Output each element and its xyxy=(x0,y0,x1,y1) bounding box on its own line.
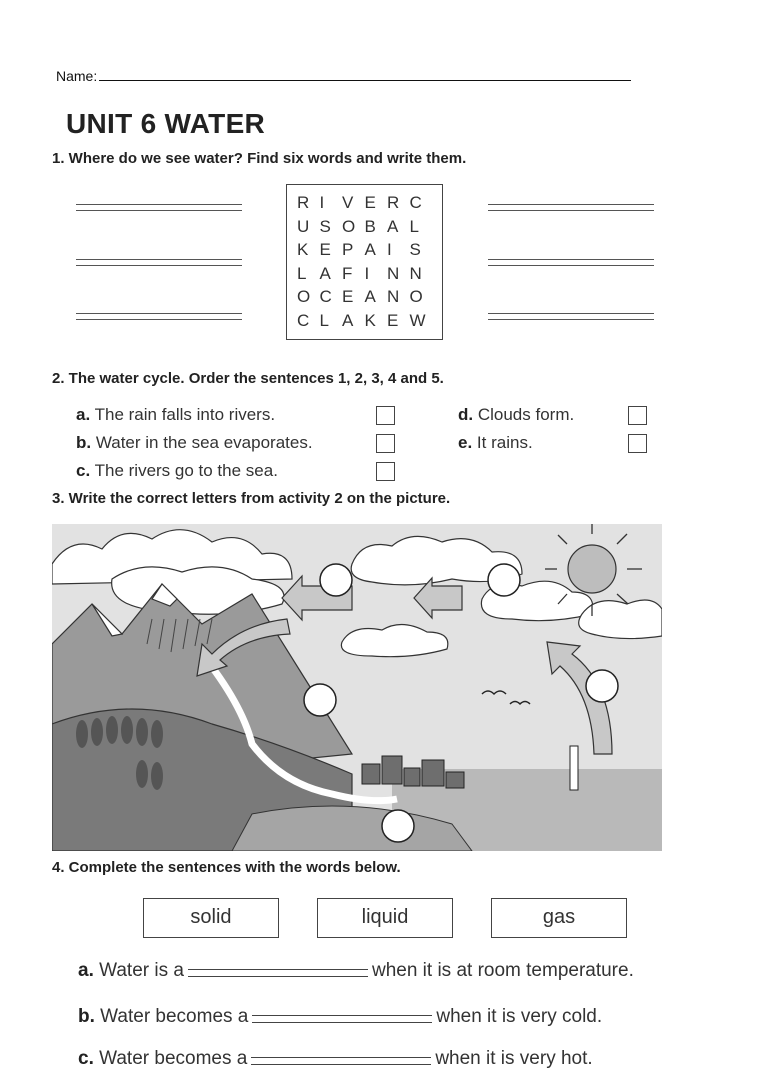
complete-sentence-a xyxy=(78,960,634,982)
cloud xyxy=(579,600,662,639)
grid-letter[interactable]: U xyxy=(297,216,310,236)
sentence-letter: a. xyxy=(76,405,91,424)
grid-letter[interactable]: B xyxy=(364,216,376,236)
sentence-after: when it is at room temperature. xyxy=(371,960,634,981)
grid-letter[interactable]: I xyxy=(364,263,370,283)
complete-sentence-b xyxy=(78,1006,602,1028)
answer-circle[interactable] xyxy=(304,684,336,716)
sentence-e xyxy=(458,433,533,453)
grid-letter[interactable]: C xyxy=(297,310,310,330)
grid-letter[interactable]: A xyxy=(319,263,331,283)
grid-letter[interactable]: E xyxy=(387,310,399,330)
sentence-letter: b. xyxy=(76,433,92,452)
sentence-letter: c. xyxy=(76,461,91,480)
page-title: UNIT 6 WATER xyxy=(66,108,266,139)
sentence-c xyxy=(76,461,278,481)
sentence-before: Water becomes a xyxy=(99,1048,248,1069)
fill-blank[interactable] xyxy=(251,1057,431,1065)
sentence-a xyxy=(76,405,275,425)
grid-letter[interactable]: N xyxy=(387,287,400,307)
answer-circle[interactable] xyxy=(320,564,352,596)
grid-row xyxy=(297,309,442,333)
order-box-b[interactable] xyxy=(376,434,395,453)
grid-letter[interactable]: S xyxy=(409,240,421,260)
sentence-text: The rivers go to the sea. xyxy=(94,461,278,480)
word-box-solid: solid xyxy=(143,898,279,938)
grid-letter[interactable]: I xyxy=(387,240,392,260)
water-cycle-illustration xyxy=(52,524,662,851)
sentence-after: when it is very hot. xyxy=(435,1048,593,1069)
sentence-text: The rain falls into rivers. xyxy=(94,405,276,424)
grid-letter[interactable]: I xyxy=(319,193,325,212)
grid-letter[interactable]: K xyxy=(297,240,309,260)
grid-letter[interactable]: R xyxy=(387,193,400,212)
activity1-instruction: 1. Where do we see water? Find six words and write them. xyxy=(52,150,467,167)
order-box-e[interactable] xyxy=(628,434,647,453)
sentence-letter: a. xyxy=(78,960,94,981)
grid-letter[interactable]: E xyxy=(342,287,354,307)
sentence-letter: c. xyxy=(78,1048,94,1069)
grid-letter[interactable]: F xyxy=(342,263,353,283)
answer-line[interactable] xyxy=(76,204,242,211)
sentence-letter: d. xyxy=(458,405,474,424)
grid-letter[interactable]: A xyxy=(364,240,376,260)
sentence-d xyxy=(458,405,574,425)
sentence-before: Water is a xyxy=(99,960,184,981)
grid-letter[interactable]: O xyxy=(342,216,356,236)
name-label: Name: xyxy=(56,68,98,84)
grid-letter[interactable]: A xyxy=(342,310,354,330)
grid-letter[interactable]: N xyxy=(387,263,400,283)
order-box-c[interactable] xyxy=(376,462,395,481)
order-box-a[interactable] xyxy=(376,406,395,425)
grid-row xyxy=(297,238,442,262)
answer-line[interactable] xyxy=(488,259,654,266)
activity4-instruction: 4. Complete the sentences with the words below. xyxy=(52,859,401,876)
grid-letter[interactable]: N xyxy=(409,263,422,283)
grid-letter[interactable]: C xyxy=(409,193,422,212)
grid-row xyxy=(297,191,442,215)
activity2-instruction: 2. The water cycle. Order the sentences 1, 2, 3, 4 and 5. xyxy=(52,370,444,387)
grid-letter[interactable]: S xyxy=(319,216,331,236)
sentence-before: Water becomes a xyxy=(100,1006,249,1027)
answer-line[interactable] xyxy=(76,313,242,320)
sentence-b xyxy=(76,433,313,453)
water-cycle-picture xyxy=(52,524,662,851)
name-blank[interactable] xyxy=(99,69,631,81)
word-box-liquid: liquid xyxy=(317,898,453,938)
sun-disc xyxy=(568,545,616,593)
sentence-text: Water in the sea evaporates. xyxy=(95,433,313,452)
grid-letter[interactable]: L xyxy=(409,216,419,236)
complete-sentence-c xyxy=(78,1048,593,1070)
sentence-letter: e. xyxy=(458,433,473,452)
word-search-grid[interactable] xyxy=(286,184,443,340)
order-box-d[interactable] xyxy=(628,406,647,425)
answer-line[interactable] xyxy=(76,259,242,266)
grid-letter[interactable]: E xyxy=(319,240,331,260)
lighthouse xyxy=(570,746,578,790)
fill-blank[interactable] xyxy=(252,1015,432,1023)
sentence-text: It rains. xyxy=(476,433,533,452)
grid-letter[interactable]: V xyxy=(342,193,354,212)
grid-letter[interactable]: W xyxy=(409,310,426,330)
answer-line[interactable] xyxy=(488,313,654,320)
grid-letter[interactable]: A xyxy=(364,287,376,307)
grid-letter[interactable]: O xyxy=(297,287,311,307)
grid-letter[interactable]: R xyxy=(297,193,310,212)
grid-row xyxy=(297,215,442,239)
answer-circle[interactable] xyxy=(586,670,618,702)
answer-circle[interactable] xyxy=(382,810,414,842)
answer-line[interactable] xyxy=(488,204,654,211)
answer-circle[interactable] xyxy=(488,564,520,596)
grid-letter[interactable]: L xyxy=(297,263,307,283)
sentence-text: Clouds form. xyxy=(477,405,575,424)
fill-blank[interactable] xyxy=(188,969,368,977)
grid-letter[interactable]: L xyxy=(319,310,329,330)
name-field[interactable] xyxy=(56,68,631,84)
word-box-gas: gas xyxy=(491,898,627,938)
sentence-after: when it is very cold. xyxy=(436,1006,603,1027)
grid-letter[interactable]: C xyxy=(319,287,332,307)
grid-row xyxy=(297,285,442,309)
grid-letter[interactable]: K xyxy=(364,310,376,330)
grid-letter[interactable]: O xyxy=(409,287,423,307)
grid-letter[interactable]: E xyxy=(364,193,376,212)
activity3-instruction: 3. Write the correct letters from activity 2 on the picture. xyxy=(52,490,451,507)
grid-letter[interactable]: A xyxy=(387,216,399,236)
grid-letter[interactable]: P xyxy=(342,240,354,260)
sentence-letter: b. xyxy=(78,1006,95,1027)
grid-row xyxy=(297,262,442,286)
